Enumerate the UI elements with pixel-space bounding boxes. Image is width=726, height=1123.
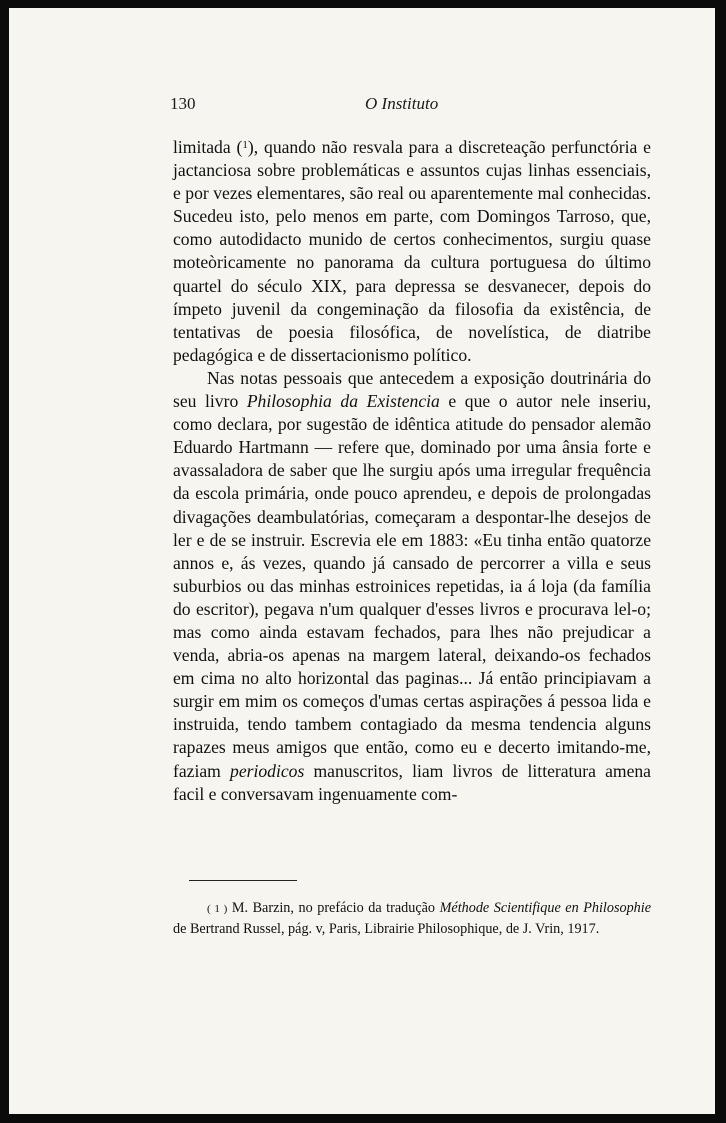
paragraph-2-end: manuscritos, liam livros de litteratura amena facil e conversavam ingenuamente com- (173, 760, 651, 804)
body-text (173, 136, 651, 806)
footnote-mark: ( 1 ) (207, 903, 228, 915)
paragraph-2-start: Nas notas pessoais que antecedem a exposição doutrinária do seu livro (173, 367, 651, 412)
footnotes (173, 898, 651, 939)
emphasized-word: periodicos (230, 760, 305, 781)
footnote-reference: 1 (242, 139, 248, 151)
page-number: 130 (170, 94, 196, 113)
book-title: Philosophia da Existencia (246, 391, 440, 412)
paragraph-1-start: limitada ( (173, 137, 243, 157)
footnote-text-end: de Bertrand Russel, pág. v, Paris, Librairie Philosophique, de J. Vrin, 1917. (173, 921, 600, 937)
page-header (9, 94, 715, 118)
paragraph-2-middle: e que o autor nele inseriu, como declara, por sugestão de idêntica atitude do pensador alemão Eduardo Hartmann — refere que, dominado por uma ânsia forte e avassaladora de saber que lhe surgiu após uma irregular frequência da escola primária, onde pouco aprendeu, e depois de prolongadas divagações deambulatórias, começaram a despontar-lhe desejos de ler e de se instruir. Escrevia ele em 1883: «Eu tinha então quatorze annos e, ás vezes, quando já cansado de percorrer a villa e seus suburbios ou das minhas estroinices repetidas, ia á loja (da família do escritor), pegava n'um qualquer d'esses livros e procurava lel-o; mas como ainda estavam fechados, para lhes não prejudicar a venda, abria-os apenas na margem lateral, deixando-os fechados em cima no alto horizontal das paginas... Já então principiavam a surgir em mim os começos d'umas certas aspirações á pessoa lida e instruida, tendo tambem contagiado da mesma tendencia alguns rapazes meus amigos que então, como eu e decerto imitando-me, faziam (173, 391, 651, 781)
paragraph-2 (173, 367, 651, 806)
paragraph-1-rest: ), quando não resvala para a discreteação perfunctória e jactanciosa sobre problemáticas e assuntos cujas linhas essenciais, e por vezes elementares, são real ou aparentemente mal conhecidas. Sucedeu isto, pelo menos em parte, com Domingos Tarroso, que, como autodidacto munido de certos conhecimentos, surgiu quase moteòricamente no panorama da cultura portuguesa do último quartel do século XIX, para depressa se desvanecer, depois do ímpeto juvenil da congeminação da filosofia da existência, de tentativas de poesia filosófica, de novelística, de diatribe pedagógica e de dissertacionismo político. (173, 137, 651, 365)
book-page (9, 8, 715, 1114)
footnote-1 (173, 898, 651, 939)
running-title: O Instituto (365, 94, 439, 113)
paragraph-1 (173, 136, 651, 367)
footnote-text-start: M. Barzin, no prefácio da tradução (227, 900, 440, 916)
footnote-divider (189, 880, 297, 881)
footnote-book-title: Méthode Scientifique en Philosophie (439, 900, 651, 916)
